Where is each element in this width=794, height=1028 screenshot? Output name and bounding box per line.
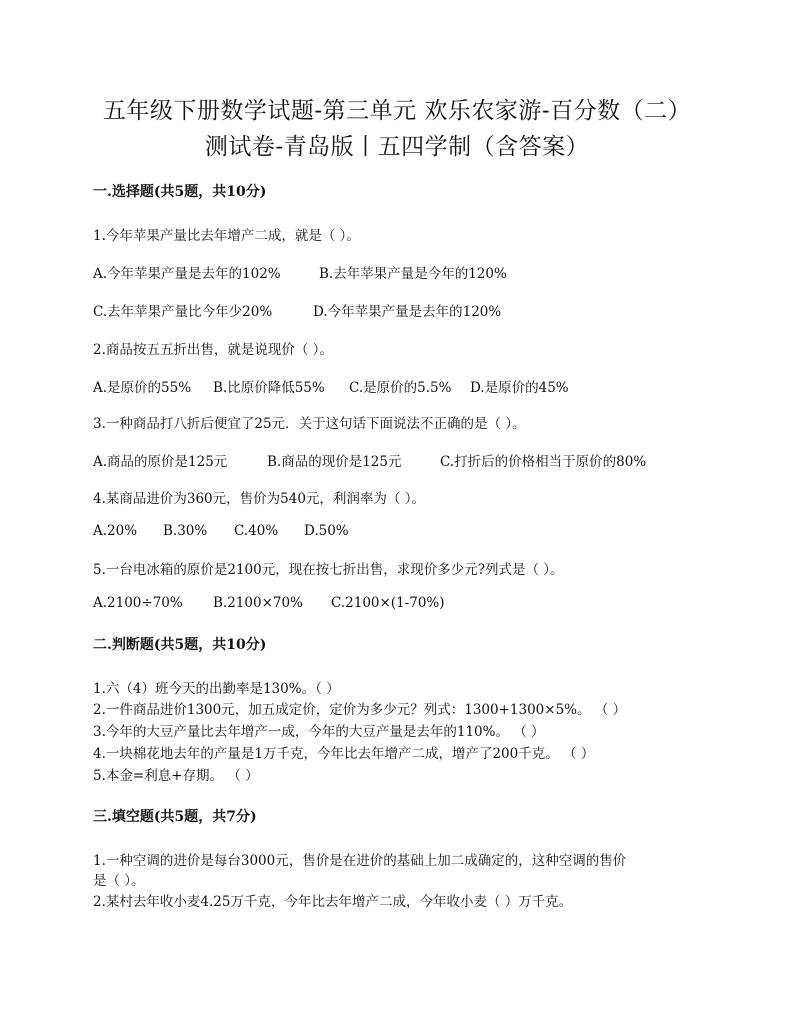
option-c: C.打折后的价格相当于原价的80% <box>440 454 647 470</box>
option-c: C.去年苹果产量比今年少20% <box>93 304 273 320</box>
option-b: B.去年苹果产量是今年的120% <box>319 266 507 282</box>
judge-item: 3.今年的大豆产量比去年增产一成，今年的大豆产量是去年的110%。 （ ） <box>93 724 545 740</box>
section-heading-choice: 一.选择题(共5题，共10分) <box>93 184 267 200</box>
option-a: A.20% <box>93 523 138 539</box>
option-b: B.比原价降低55% <box>213 380 325 396</box>
option-d: D.是原价的45% <box>470 380 569 396</box>
judge-item: 5.本金=利息+存期。 （ ） <box>93 768 259 784</box>
question-stem: 3.一种商品打八折后便宜了25元．关于这句话下面说法不正确的是（ ）。 <box>93 416 526 432</box>
fill-item: 2.某村去年收小麦4.25万千克，今年比去年增产二成，今年收小麦（ ）万千克。 <box>93 894 573 910</box>
option-b: B.2100×70% <box>213 595 303 611</box>
judge-item: 2.一件商品进价1300元，加五成定价，定价为多少元？列式：1300+1300×5%。 （ ） <box>93 702 627 718</box>
option-a: A.2100÷70% <box>93 595 183 611</box>
option-a: A.是原价的55% <box>93 380 192 396</box>
option-d: D.50% <box>304 523 349 539</box>
option-c: C.是原价的5.5% <box>349 380 452 396</box>
option-a: A.今年苹果产量是去年的102% <box>93 266 281 282</box>
option-c: C.2100×(1-70%) <box>331 595 445 611</box>
option-d: D.今年苹果产量是去年的120% <box>313 304 502 320</box>
page-title-line-1: 五年级下册数学试题-第三单元 欢乐农家游-百分数（二） <box>102 98 692 124</box>
option-c: C.40% <box>234 523 279 539</box>
question-stem: 1.今年苹果产量比去年增产二成，就是（ ）。 <box>93 228 360 244</box>
fill-item: 1.一种空调的进价是每台3000元，售价是在进价的基础上加二成确定的，这种空调的售价 <box>93 853 627 869</box>
judge-item: 1.六（4）班今天的出勤率是130%。（ ） <box>93 681 340 697</box>
question-stem: 4.某商品进价为360元，售价为540元，利润率为（ ）。 <box>93 491 425 507</box>
judge-item: 4.一块棉花地去年的产量是1万千克，今年比去年增产二成，增产了200千克。 （ ） <box>93 746 595 762</box>
option-b: B.商品的现价是125元 <box>267 454 402 470</box>
option-b: B.30% <box>163 523 208 539</box>
option-a: A.商品的原价是125元 <box>93 454 228 470</box>
section-heading-fill: 三.填空题(共5题，共7分) <box>93 809 257 825</box>
fill-item-continued: 是（ ）。 <box>93 873 145 889</box>
section-heading-judge: 二.判断题(共5题，共10分) <box>93 637 267 653</box>
page-title-line-2: 测试卷-青岛版丨五四学制（含答案） <box>204 134 590 160</box>
question-stem: 2.商品按五五折出售，就是说现价（ ）。 <box>93 342 333 358</box>
question-stem: 5.一台电冰箱的原价是2100元，现在按七折出售，求现价多少元?列式是（ ）。 <box>93 562 564 578</box>
